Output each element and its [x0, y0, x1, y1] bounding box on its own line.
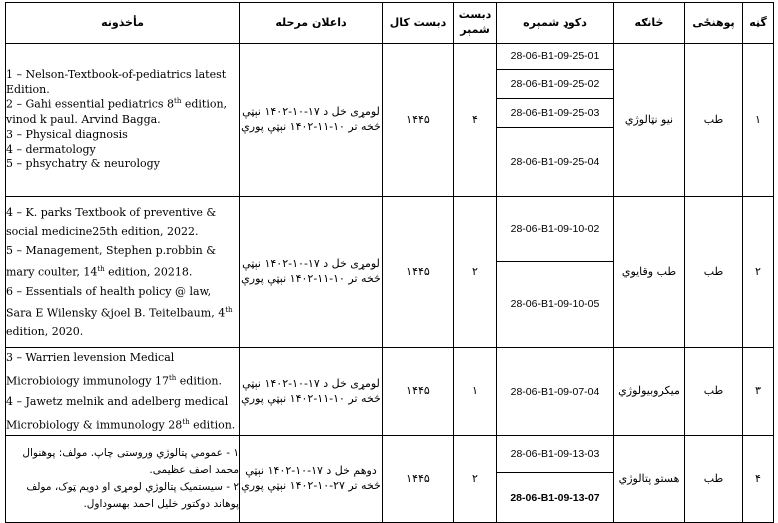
source-item: ۲ - سیستمیک پتالوژي لومړی او دویم ټوک، مولف پوهاند دوکتور خلیل احمد بهسوداول.: [26, 481, 239, 511]
row-codes: [497, 197, 614, 348]
code-cell: 28-06-B1-09-25-04: [510, 156, 600, 169]
header-code: دکوډ شمېره: [497, 3, 614, 44]
row-year: ۱۴۴۵: [383, 436, 454, 523]
source-item: 5 – Management, Stephen p.robbin & mary coulter, 14th edition, 20218.: [6, 243, 217, 279]
row-department: میکروبیولوژي: [614, 348, 685, 436]
row-group-count: ۱: [454, 348, 497, 436]
source-item: 4 – K. parks Textbook of preventive & social medicine25th edition, 2022.: [6, 205, 217, 238]
code-cell: 28-06-B1-09-10-02: [497, 197, 613, 262]
code-cell: 28-06-B1-09-10-05: [510, 298, 600, 311]
row-department: نیو نټالوژي: [614, 44, 685, 197]
table-row: [6, 436, 774, 523]
row-department: هستو پتالوژي: [614, 436, 685, 523]
code-cell: 28-06-B1-09-25-03: [497, 99, 613, 129]
row-faculty: طب: [685, 197, 743, 348]
source-item: 2 – Gahi essential pediatrics 8th edition, vinod k paul. Arvind Bagga.: [6, 97, 228, 126]
row-announce: دوهم خل د ۱۷-۱۰-۱۴۰۲ نېټې څخه تر ۲۷-۱۰-۱۴۰۲ نېټې پورې: [240, 436, 383, 523]
header-faculty: پوهنځی: [685, 3, 743, 44]
header-row: [6, 3, 774, 44]
row-no: ۴: [743, 436, 774, 523]
row-no: ۲: [743, 197, 774, 348]
source-item: 4 – Jawetz melnik and adelberg medical Microbiology & immunology 28th edition.: [6, 394, 236, 432]
source-item: 5 – phsychatry & neurology: [6, 157, 160, 171]
row-year: ۱۴۴۵: [383, 197, 454, 348]
code-cell: 28-06-B1-09-25-02: [497, 70, 613, 99]
row-no: ۱: [743, 44, 774, 197]
header-group-count: دبست شمېر: [454, 3, 497, 44]
row-no: ۳: [743, 348, 774, 436]
row-sources: [6, 197, 240, 348]
source-item: 3 – Physical diagnosis: [6, 127, 128, 141]
table-row: [6, 197, 774, 348]
code-cell: 28-06-B1-09-13-07: [510, 491, 600, 504]
header-year: دبست کال: [383, 3, 454, 44]
row-codes: [497, 348, 614, 436]
source-item: 1 – Nelson-Textbook-of-pediatrics latest Edition.: [6, 67, 227, 96]
row-announce: لومړی خل د ۱۷-۱۰-۱۴۰۲ نېټې څخه تر ۱۰-۱۱-۱۴۰۲ نېټې پورې: [240, 197, 383, 348]
row-sources: [6, 436, 240, 523]
code-cell: 28-06-B1-09-07-04: [510, 385, 600, 398]
table-row: [6, 348, 774, 436]
source-item: ۱ - عمومي پتالوژي وروستی چاپ. مولف: پوهنوال محمد اصف عظیمی.: [22, 447, 239, 477]
row-codes: [497, 436, 614, 523]
positions-table: [5, 2, 774, 523]
code-cell: 28-06-B1-09-13-03: [497, 436, 613, 473]
row-codes: [497, 44, 614, 197]
row-department: طب وقایوي: [614, 197, 685, 348]
row-group-count: ۲: [454, 436, 497, 523]
header-department: څانګه: [614, 3, 685, 44]
row-faculty: طب: [685, 348, 743, 436]
source-item: 4 – dermatology: [6, 142, 96, 156]
table-row: [6, 44, 774, 197]
row-group-count: ۲: [454, 197, 497, 348]
row-announce: لومړی خل د ۱۷-۱۰-۱۴۰۲ نېټې څخه تر ۱۰-۱۱-۱۴۰۲ نېټې پورې: [240, 348, 383, 436]
header-announce: داعلان مرحله: [240, 3, 383, 44]
source-item: 6 – Essentials of health policy @ law, Sara E Wilensky &joel B. Teitelbaum, 4th edition, 2020.: [6, 284, 233, 339]
row-sources: [6, 44, 240, 197]
row-year: ۱۴۴۵: [383, 44, 454, 197]
row-faculty: طب: [685, 44, 743, 197]
header-no: گڼه: [743, 3, 774, 44]
row-year: ۱۴۴۵: [383, 348, 454, 436]
source-item: 3 – Warrien levension Medical Microbioiogy immunology 17th edition.: [6, 351, 223, 388]
code-cell: 28-06-B1-09-25-01: [497, 44, 613, 70]
row-sources: [6, 348, 240, 436]
header-sources: مأخذونه: [6, 3, 240, 44]
row-faculty: طب: [685, 436, 743, 523]
row-group-count: ۴: [454, 44, 497, 197]
row-announce: لومړی خل د ۱۷-۱۰-۱۴۰۲ نېټې څخه تر ۱۰-۱۱-۱۴۰۲ نېټې پورې: [240, 44, 383, 197]
